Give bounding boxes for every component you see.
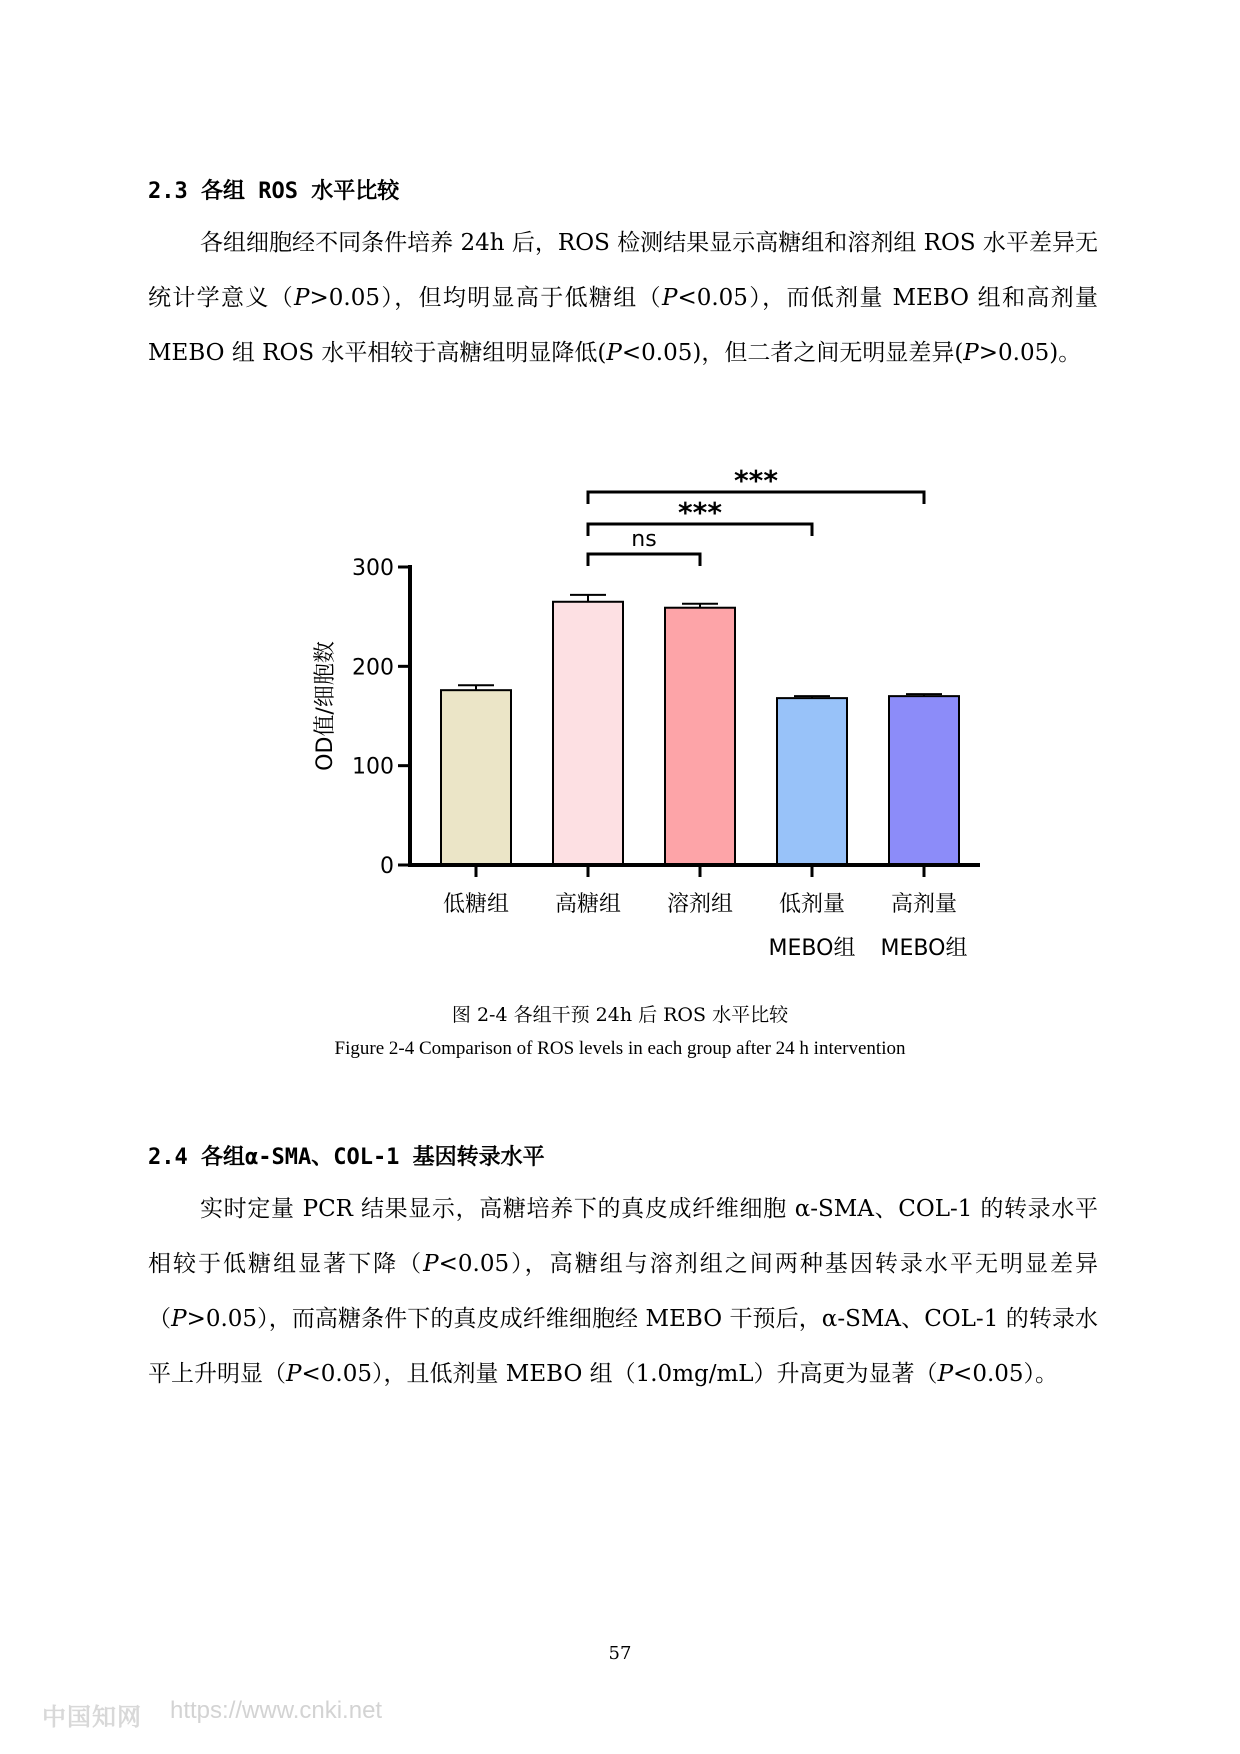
bar xyxy=(553,602,623,865)
y-tick-label: 300 xyxy=(352,556,394,581)
x-tick-label: 低糖组 xyxy=(442,892,510,917)
x-tick-label-line2: MEBO组 xyxy=(768,936,856,961)
x-tick-label: 低剂量 xyxy=(778,892,846,917)
section-heading-2-3: 2.3 各组 ROS 水平比较 xyxy=(148,179,400,204)
x-tick-label-line2: MEBO组 xyxy=(880,936,968,961)
paragraph-2-3: 各组细胞经不同条件培养 24h 后，ROS 检测结果显示高糖组和溶剂组 ROS 水平差异无统计学意义（P>0.05），但均明显高于低糖组（P<0.05），而低剂量 MEBO 组和高剂量 MEBO 组 ROS 水平相较于高糖组明显降低(P<0.05)，但二者之间无明显差异(P>0.05)。 xyxy=(148,230,1098,366)
ros-bar-chart xyxy=(290,460,1010,980)
x-tick-label: 高糖组 xyxy=(554,892,622,917)
page-number: 57 xyxy=(608,1643,632,1664)
x-tick-label: 高剂量 xyxy=(890,892,958,917)
y-tick-label: 0 xyxy=(380,854,394,879)
y-tick-label: 200 xyxy=(352,655,394,681)
bar xyxy=(441,690,511,865)
watermark-logo-text: 中国知网 xyxy=(42,1703,142,1731)
y-tick-label: 100 xyxy=(352,754,394,780)
section-heading-2-4: 2.4 各组α-SMA、COL-1 基因转录水平 xyxy=(148,1145,545,1170)
bar xyxy=(889,696,959,865)
x-tick-label: 溶剂组 xyxy=(666,892,734,917)
figure-caption-zh: 图 2-4 各组干预 24h 后 ROS 水平比较 xyxy=(451,1004,789,1026)
bar xyxy=(665,608,735,865)
significance-bracket xyxy=(588,554,700,566)
paragraph-2-4: 实时定量 PCR 结果显示，高糖培养下的真皮成纤维细胞 α-SMA、COL-1 的转录水平相较于低糖组显著下降（P<0.05），高糖组与溶剂组之间两种基因转录水平无明显差异（P>0.05），而高糖条件下的真皮成纤维细胞经 MEBO 干预后，α-SMA、COL-1 的转录水平上升明显（P<0.05），且低剂量 MEBO 组（1.0mg/mL）升高更为显著（P<0.05）。 xyxy=(148,1196,1099,1387)
significance-label: ns xyxy=(631,527,657,552)
significance-label: *** xyxy=(734,464,778,497)
figure-caption-en: Figure 2-4 Comparison of ROS levels in each group after 24 h intervention xyxy=(334,1038,906,1059)
significance-label: *** xyxy=(678,496,722,529)
bar xyxy=(777,698,847,865)
y-axis-label: OD值/细胞数 xyxy=(313,641,338,771)
watermark-url: https://www.cnki.net xyxy=(170,1697,383,1724)
